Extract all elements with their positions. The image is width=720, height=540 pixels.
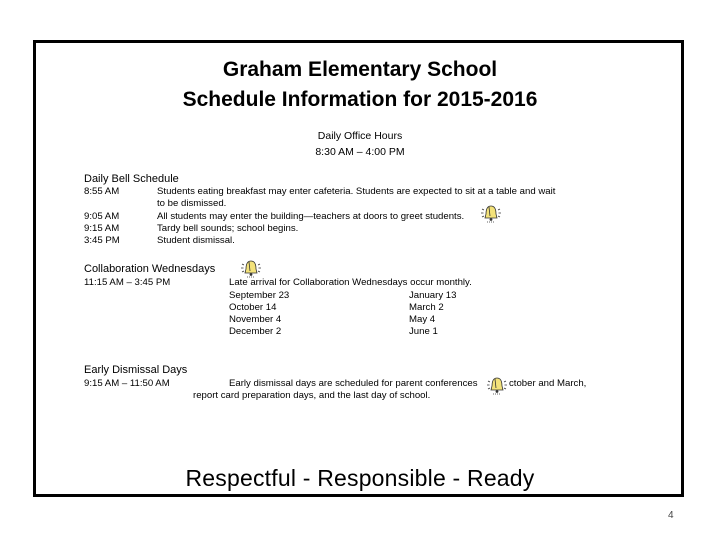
collaboration-time: 11:15 AM – 3:45 PM bbox=[84, 277, 171, 288]
early-dismissal-text-1a: Early dismissal days are scheduled for parent conferences bbox=[229, 378, 478, 389]
collab-date-right-1: January 13 bbox=[409, 290, 457, 301]
bell-schedule-heading: Daily Bell Schedule bbox=[84, 173, 179, 185]
office-hours-time: 8:30 AM – 4:00 PM bbox=[315, 146, 405, 158]
bell-icon bbox=[480, 203, 502, 225]
title-line-1: Graham Elementary School bbox=[222, 58, 498, 81]
collab-date-right-4: June 1 bbox=[409, 326, 438, 337]
collab-date-right-3: May 4 bbox=[409, 314, 436, 325]
bell-text-1b: to be dismissed. bbox=[157, 198, 227, 209]
bell-time-3: 9:15 AM bbox=[84, 223, 120, 234]
collaboration-heading: Collaboration Wednesdays bbox=[84, 263, 216, 275]
page-number: 4 bbox=[668, 510, 674, 521]
bell-text-3: Tardy bell sounds; school begins. bbox=[157, 223, 299, 234]
bell-text-2: All students may enter the building—teachers at doors to greet students. bbox=[157, 211, 465, 222]
office-hours-heading: Daily Office Hours bbox=[317, 130, 403, 142]
collab-date-left-4: December 2 bbox=[229, 326, 282, 337]
bell-time-2: 9:05 AM bbox=[84, 211, 120, 222]
collaboration-intro: Late arrival for Collaboration Wednesdays occur monthly. bbox=[229, 277, 472, 288]
bell-time-4: 3:45 PM bbox=[84, 235, 120, 246]
early-dismissal-text-1b: ctober and March, bbox=[509, 378, 587, 389]
early-dismissal-text-2: report card preparation days, and the last day of school. bbox=[193, 390, 431, 401]
collab-date-left-2: October 14 bbox=[229, 302, 277, 313]
collab-date-left-1: September 23 bbox=[229, 290, 290, 301]
early-dismissal-heading: Early Dismissal Days bbox=[84, 364, 188, 376]
collab-date-right-2: March 2 bbox=[409, 302, 444, 313]
collab-date-left-3: November 4 bbox=[229, 314, 282, 325]
school-motto: Respectful - Responsible - Ready bbox=[185, 465, 535, 491]
bell-icon bbox=[486, 375, 508, 397]
bell-text-4: Student dismissal. bbox=[157, 235, 235, 246]
bell-text-1: Students eating breakfast may enter cafeteria. Students are expected to sit at a table and wait bbox=[157, 186, 556, 197]
title-line-2: Schedule Information for 2015-2016 bbox=[182, 88, 538, 111]
bell-time-1: 8:55 AM bbox=[84, 186, 120, 197]
early-dismissal-time: 9:15 AM – 11:50 AM bbox=[84, 378, 170, 389]
